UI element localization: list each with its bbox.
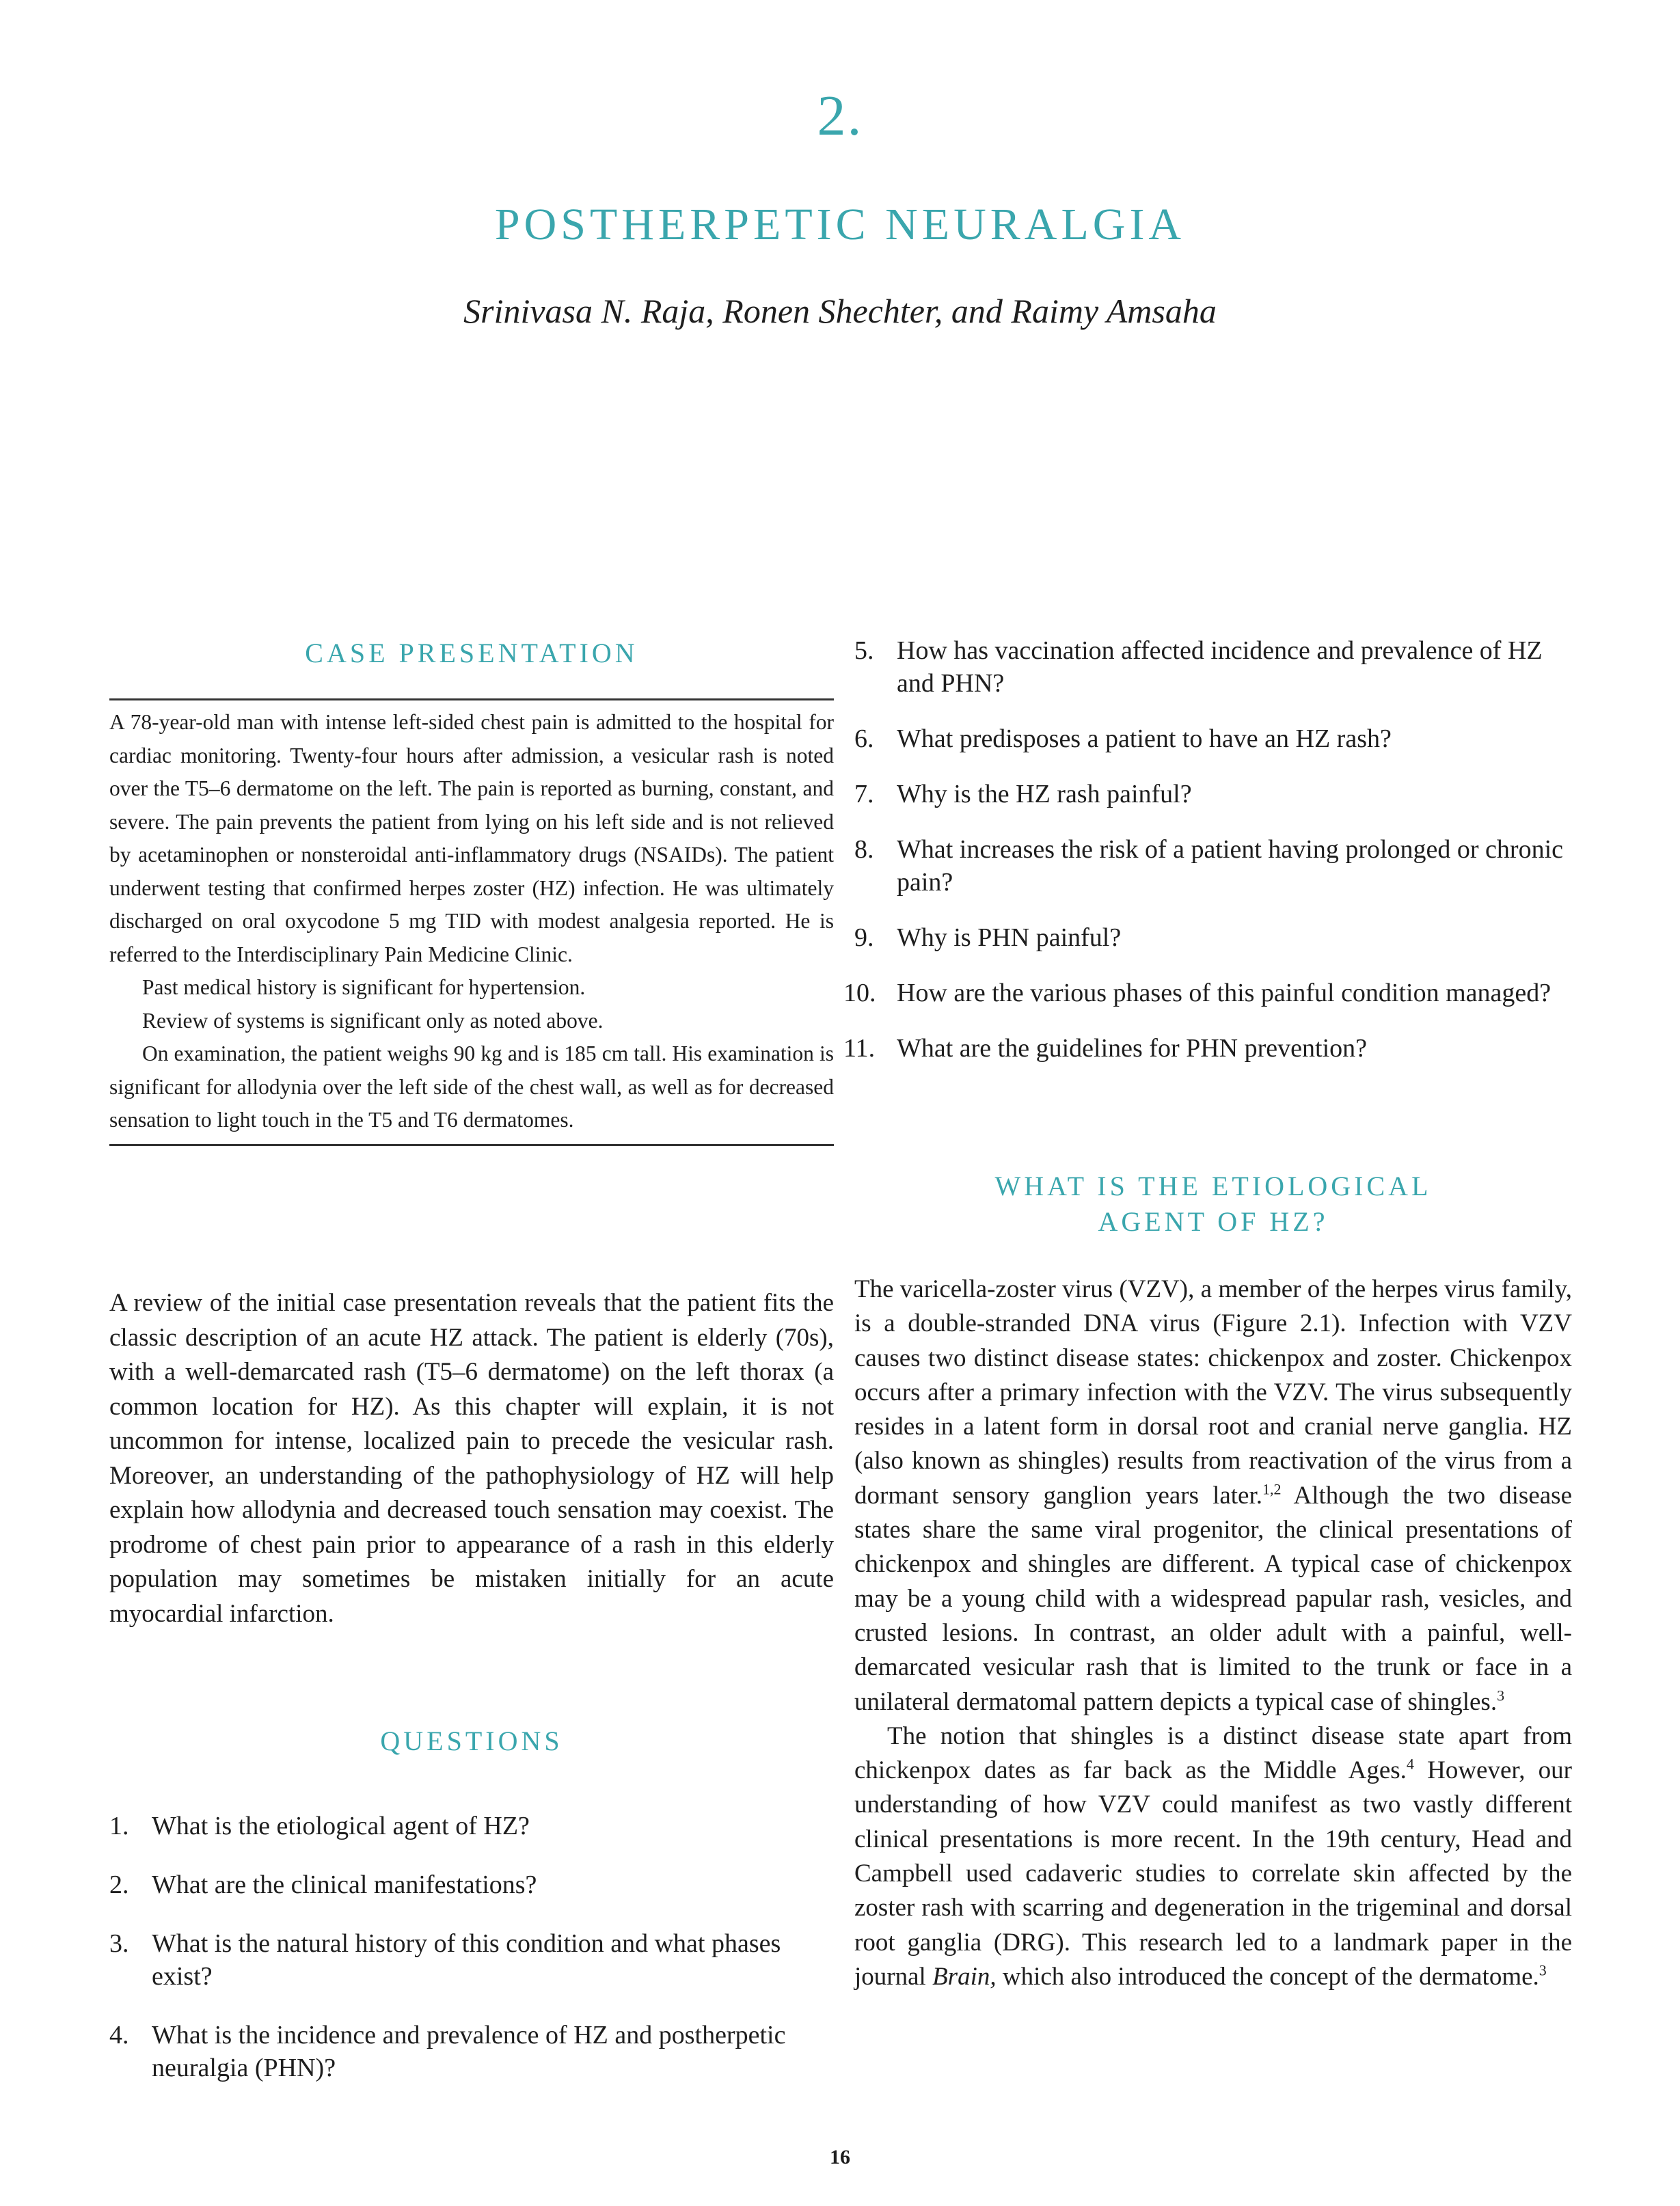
case-presentation-box — [109, 698, 834, 1146]
question-item — [109, 1868, 834, 1901]
question-text: What is the etiological agent of HZ? — [152, 1812, 530, 1840]
question-item — [854, 634, 1572, 700]
question-number: 5. — [854, 636, 874, 665]
question-item — [854, 778, 1572, 811]
question-number: 10. — [843, 979, 876, 1007]
question-number: 9. — [854, 923, 874, 952]
question-item — [854, 921, 1572, 954]
body-paragraph — [854, 1719, 1572, 1994]
case-paragraph: On examination, the patient weighs 90 kg and is 185 cm tall. His examination is significant for allodynia over the left side of the chest wall, as well as for decreased sensation to light touch in the T5 and T6 dermatomes. — [109, 1041, 834, 1132]
case-paragraph: A 78-year-old man with intense left-sided chest pain is admitted to the hospital for cardiac monitoring. Twenty-four hours after admission, a vesicular rash is noted over the T5–6 dermatome on the left. The pain is reported as burning, constant, and severe. The pain prevents the patient from lying on his left side and is not relieved by acetaminophen or nonsteroidal anti-inflammatory drugs (NSAIDs). The patient underwent testing that confirmed herpes zoster (HZ) infection. He was ultimately discharged on oral oxycodone 5 mg TID with modest analgesia reported. He is referred to the Interdisciplinary Pain Medicine Clinic. — [109, 710, 834, 966]
question-text: What predisposes a patient to have an HZ rash? — [897, 724, 1392, 753]
question-text: What are the guidelines for PHN prevention? — [897, 1034, 1367, 1063]
chapter-title: POSTHERPETIC NEURALGIA — [494, 200, 1186, 249]
question-item — [843, 977, 1572, 1009]
question-item — [843, 1032, 1572, 1065]
intro-paragraph: A review of the initial case presentation reveals that the patient fits the classic description of an acute HZ attack. The patient is elderly (70s), with a well-demarcated rash (T5–6 dermatome) on the left thorax (a common location for HZ). As this chapter will explain, it is not uncommon for intense, localized pain to precede the vesicular rash. Moreover, an understanding of the pathophysiology of HZ will help explain how allodynia and decreased touch sensation may coexist. The prodrome of chest pain prior to appearance of a rash in this elderly population may sometimes be mistaken initially for an acute myocardial infarction. — [109, 1289, 834, 1628]
question-item — [109, 1810, 834, 1842]
question-number: 1. — [109, 1812, 129, 1840]
etiological-heading-line: WHAT IS THE ETIOLOGICAL — [994, 1171, 1432, 1201]
questions-list-right — [843, 634, 1572, 1087]
body-text: Although the two disease states share the same viral progenitor, the clinical presentations of chickenpox and shingles are different. A typical case of chickenpox may be a young child with a widespread papular rash, vesicles, and crusted lesions. In contrast, an older adult with a painful, well-demarcated vesicular rash that is limited to the trunk or face in a unilateral dermatomal pattern depicts a typical case of shingles. — [854, 1481, 1572, 1716]
body-text: The notion that shingles is a distinct disease state apart from chickenpox dates as far back as the Middle Ages. — [854, 1721, 1572, 1785]
question-number: 3. — [109, 1929, 129, 1958]
question-number: 11. — [843, 1034, 876, 1063]
body-text: However, our understanding of how VZV could manifest as two vastly different clinical presentations is more recent. In the 19th century, Head and Campbell used cadaveric studies to correlate skin affected by the zoster rash with scarring and degeneration in the trigeminal and dorsal root ganglia (DRG). This research led to a landmark paper in the journal — [854, 1756, 1572, 1991]
question-text: Why is the HZ rash painful? — [897, 780, 1192, 808]
body-text: The varicella-zoster virus (VZV), a member of the herpes virus family, is a double-stranded DNA virus (Figure 2.1). Infection with VZV causes two distinct disease states: chickenpox and zoster. Chickenpox occurs after a primary infection with the VZV. The virus subsequently resides in a latent form in dorsal root and cranial nerve ganglia. HZ (also known as shingles) results from reactivation of the virus from a dormant sensory ganglion years later. — [854, 1275, 1572, 1510]
question-text: How has vaccination affected incidence and prevalence of HZ and PHN? — [897, 636, 1543, 698]
case-paragraph: Review of systems is significant only as noted above. — [142, 1008, 604, 1033]
question-text: Why is PHN painful? — [897, 923, 1122, 952]
question-item — [854, 722, 1572, 755]
question-number: 2. — [109, 1870, 129, 1899]
chapter-number: 2. — [817, 84, 863, 148]
body-text: which also introduced the concept of the dermatome. — [996, 1962, 1539, 1991]
question-text: What increases the risk of a patient having prolonged or chronic pain? — [897, 835, 1563, 897]
reference-marker: 1,2 — [1262, 1480, 1282, 1498]
case-paragraph: Past medical history is significant for hypertension. — [142, 975, 586, 999]
case-presentation-heading: CASE PRESENTATION — [305, 638, 638, 668]
etiological-heading-line: AGENT OF HZ? — [1098, 1206, 1329, 1237]
question-item — [109, 2019, 834, 2084]
chapter-authors: Srinivasa N. Raja, Ronen Shechter, and Raimy Amsaha — [463, 292, 1217, 330]
question-number: 4. — [109, 2021, 129, 2050]
questions-heading: QUESTIONS — [380, 1726, 563, 1756]
question-text: What is the incidence and prevalence of HZ and postherpetic neuralgia (PHN)? — [152, 2021, 786, 2082]
question-text: What are the clinical manifestations? — [152, 1870, 537, 1899]
question-text: What is the natural history of this condition and what phases exist? — [152, 1929, 781, 1991]
etiological-agent-heading — [854, 1169, 1572, 1240]
reference-marker: 3 — [1497, 1687, 1505, 1704]
question-item — [854, 833, 1572, 899]
etiological-body — [854, 1272, 1572, 1994]
body-paragraph — [854, 1272, 1572, 1719]
questions-list-left — [109, 1810, 834, 2110]
journal-name: Brain, — [932, 1962, 997, 1991]
question-text: How are the various phases of this painful condition managed? — [897, 979, 1552, 1007]
question-number: 8. — [854, 835, 874, 864]
question-number: 6. — [854, 724, 874, 753]
question-number: 7. — [854, 780, 874, 808]
question-item — [109, 1927, 834, 1993]
reference-marker: 3 — [1539, 1961, 1547, 1979]
reference-marker: 4 — [1406, 1755, 1414, 1773]
page-number: 16 — [830, 2146, 850, 2168]
